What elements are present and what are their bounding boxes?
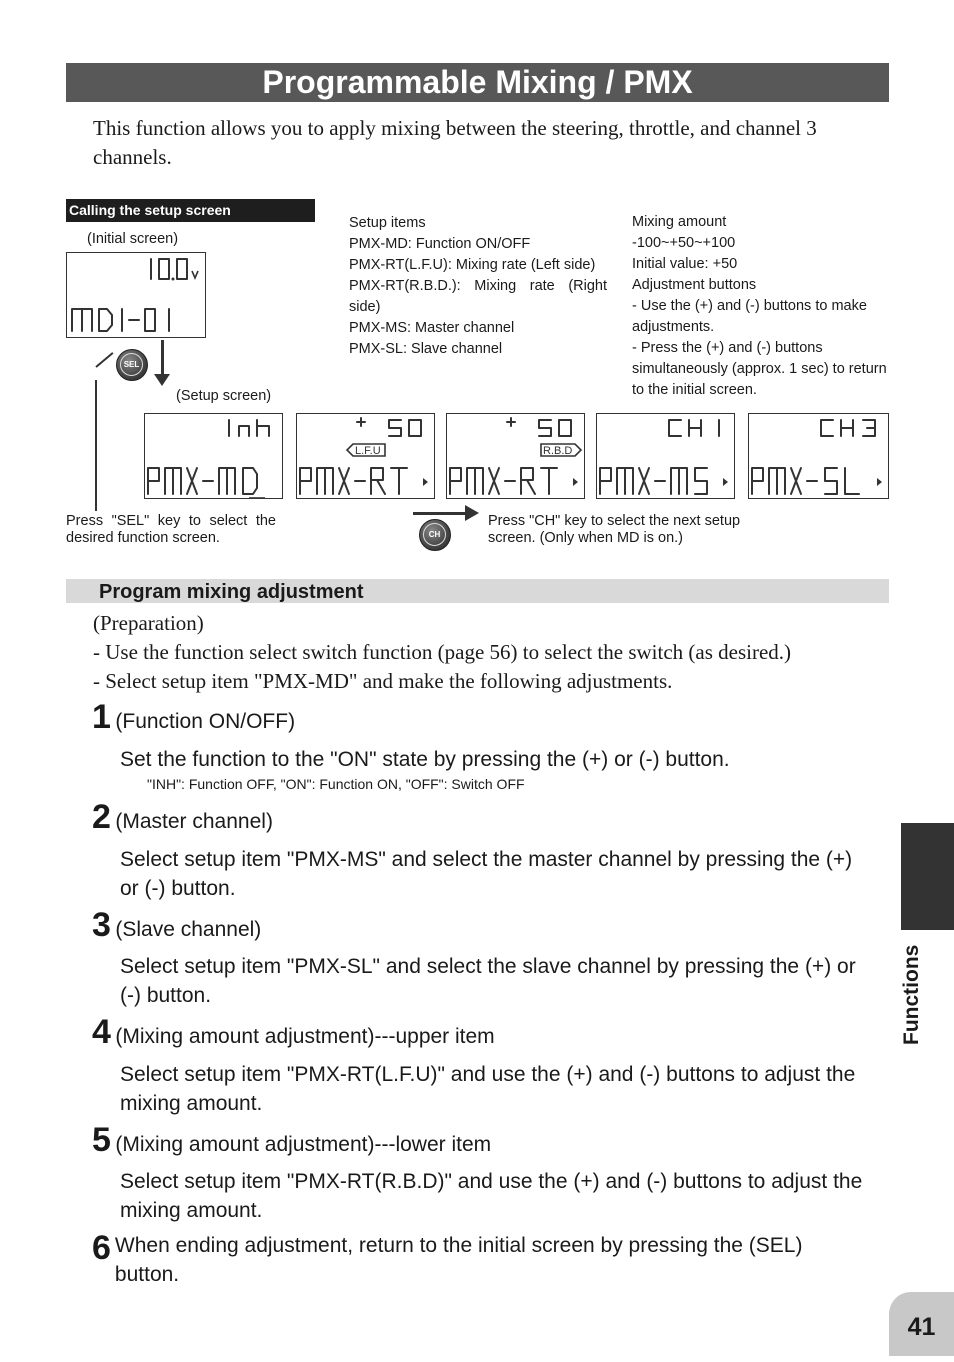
step-body: Select setup item "PMX-RT(L.F.U)" and use the (+) and (-) buttons to adjust the mixing amount. [120,1063,856,1115]
mixing-initial-value: Initial value: +50 [632,256,738,272]
step-body: Set the function to the "ON" state by pressing the (+) or (-) button. [120,748,730,771]
sel-button-icon: SEL [116,349,148,381]
setup-items-heading: Setup items [349,215,426,231]
lcd-screen-pmx-rt-rbd [446,413,585,499]
lcd-tag-text: R.B.D [543,445,573,457]
down-arrow-shaft [161,340,164,376]
step-heading: When ending adjustment, return to the initial screen by pressing the (SEL) button. [114,1234,803,1286]
lcd-tag-text: L.F.U [355,445,381,457]
step-heading: (Mixing amount adjustment)---upper item [115,1025,495,1048]
step-4 [92,1015,495,1049]
lcd-screen-pmx-sl [748,413,889,499]
setup-item: PMX-SL: Slave channel [349,341,503,357]
sel-connector-line [95,380,97,511]
step-2 [92,800,273,834]
step-number: 3 [92,906,111,944]
side-tab-marker [901,823,954,930]
preparation-line: - Select setup item "PMX-MD" and make the following adjustments. [93,669,673,693]
mixing-amount-info [632,212,890,401]
lcd-screen-pmx-rt-lfu [296,413,435,499]
step-note: "INH": Function OFF, "ON": Function ON, "OFF": Switch OFF [147,776,525,792]
page-title: Programmable Mixing / PMX [66,63,889,102]
setup-screen-caption: (Setup screen) [176,388,272,404]
right-arrow-icon [465,505,479,521]
step-heading: (Master channel) [115,810,273,833]
step-5 [92,1123,491,1157]
right-arrow-shaft [413,512,469,515]
lcd-screen-pmx-md [144,413,283,499]
step-3 [92,908,261,942]
sel-connector-diagonal [95,352,113,368]
page-number: 41 [889,1292,954,1356]
section-title: Program mixing adjustment [99,581,364,603]
adjustment-note: - Press the (+) and (-) buttons simultaneously (approx. 1 sec) to return to the initial screen. [632,340,887,398]
setup-items-list [349,213,607,360]
setup-item: PMX-MD: Function ON/OFF [349,236,531,252]
adjustment-note: - Use the (+) and (-) buttons to make adjustments. [632,298,867,335]
press-sel-caption: Press "SEL" key to select the desired function screen. [66,513,276,546]
setup-item: PMX-MS: Master channel [349,320,515,336]
step-heading: (Function ON/OFF) [115,710,296,733]
press-ch-caption: Press "CH" key to select the next setup screen. (Only when MD is on.) [488,513,741,546]
calling-setup-label: Calling the setup screen [66,199,315,222]
adjustment-buttons-heading: Adjustment buttons [632,277,757,293]
setup-item: PMX-RT(R.B.D.): Mixing rate (Right side) [349,278,607,315]
preparation-line: - Use the function select switch function (page 56) to select the switch (as desired.) [93,640,792,664]
initial-lcd-screen [66,252,206,338]
intro-text: This function allows you to apply mixing between the steering, throttle, and channel 3 channels. [93,116,817,169]
step-body: Select setup item "PMX-MS" and select the master channel by pressing the (+) or (-) button. [120,848,853,900]
down-arrow-icon [154,374,170,386]
setup-item: PMX-RT(L.F.U): Mixing rate (Left side) [349,257,596,273]
step-number: 4 [92,1013,111,1051]
step-body: Select setup item "PMX-RT(R.B.D)" and use the (+) and (-) buttons to adjust the mixing amount. [120,1170,863,1222]
preparation-label: (Preparation) [93,611,204,635]
lcd-screen-pmx-ms [596,413,735,499]
ch-button-icon: CH [419,519,451,551]
step-number: 5 [92,1121,111,1159]
step-number: 6 [92,1229,111,1267]
step-6 [92,1231,867,1289]
step-number: 1 [92,698,111,736]
side-section-label: Functions [900,944,923,1045]
step-heading: (Mixing amount adjustment)---lower item [115,1133,492,1156]
mixing-amount-heading: Mixing amount [632,214,727,230]
step-heading: (Slave channel) [115,918,262,941]
step-body: Select setup item "PMX-SL" and select the slave channel by pressing the (+) or (-) button. [120,955,856,1007]
initial-screen-caption: (Initial screen) [87,231,179,247]
step-number: 2 [92,798,111,836]
step-1 [92,700,295,734]
mixing-range: -100~+50~+100 [632,235,736,251]
